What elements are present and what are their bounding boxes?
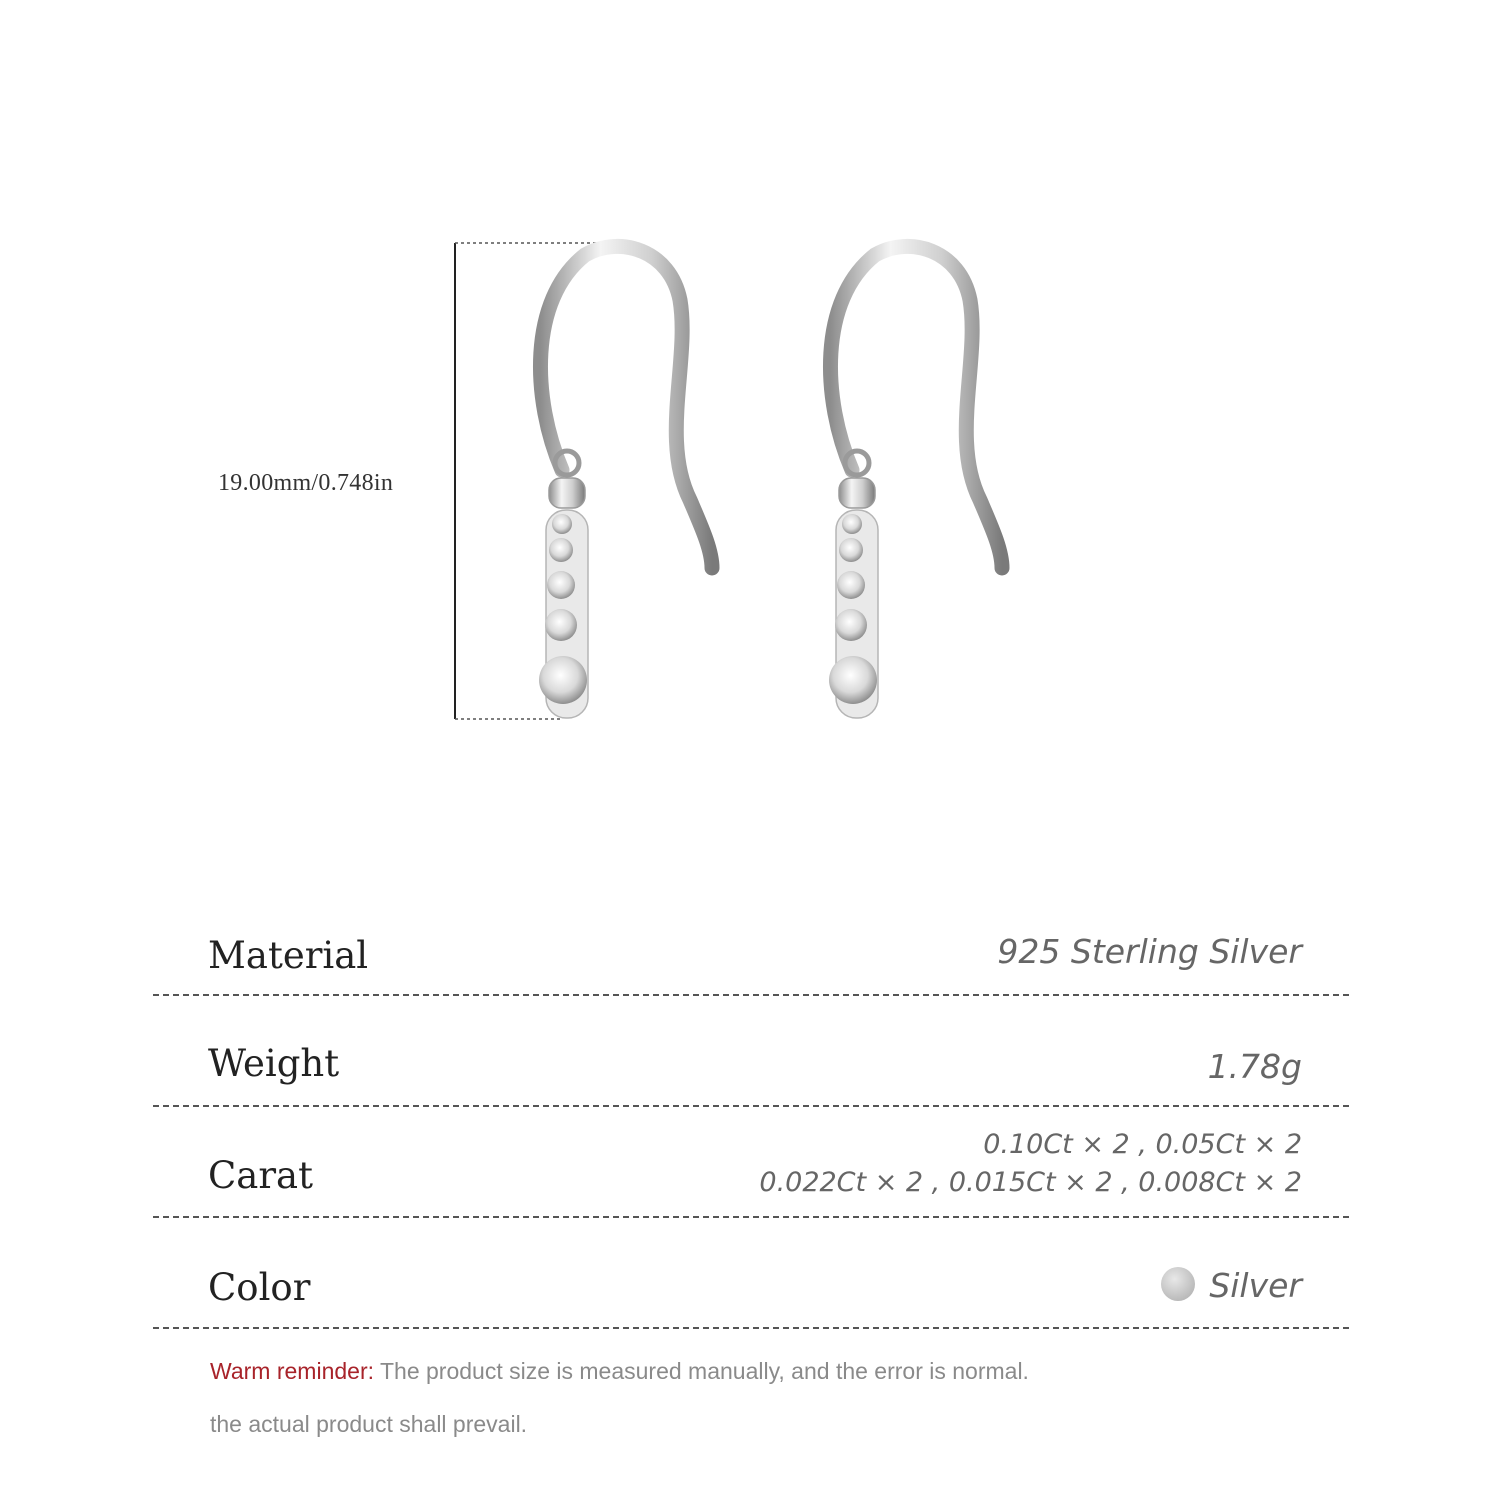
spec-label-carat: Carat bbox=[208, 1154, 313, 1197]
spec-label-color: Color bbox=[208, 1266, 311, 1309]
spec-label-material: Material bbox=[208, 934, 369, 977]
reminder-prefix: Warm reminder: bbox=[210, 1358, 374, 1384]
color-value: Silver bbox=[1209, 1266, 1302, 1305]
spec-row-weight bbox=[153, 995, 1349, 1107]
reminder-text-1: The product size is measured manually, and the error is normal. bbox=[374, 1358, 1029, 1384]
color-swatch bbox=[1161, 1267, 1195, 1301]
spec-value-carat bbox=[759, 1126, 1302, 1202]
left-earring bbox=[539, 246, 712, 718]
dimension-label: 19.00mm/0.748in bbox=[218, 470, 394, 496]
spec-row-color bbox=[153, 1217, 1349, 1329]
spec-label-weight: Weight bbox=[208, 1042, 340, 1085]
right-earring bbox=[829, 246, 1002, 718]
spec-value-color bbox=[1161, 1266, 1302, 1305]
carat-line-1: 0.10Ct × 2 , 0.05Ct × 2 bbox=[983, 1129, 1302, 1160]
spec-value-weight: 1.78g bbox=[1207, 1047, 1302, 1086]
reminder-line-2: the actual product shall prevail. bbox=[210, 1411, 528, 1437]
carat-line-2: 0.022Ct × 2 , 0.015Ct × 2 , 0.008Ct × 2 bbox=[759, 1167, 1302, 1198]
spec-row-material bbox=[153, 884, 1349, 996]
reminder-line-1 bbox=[210, 1358, 1029, 1385]
spec-row-carat bbox=[153, 1106, 1349, 1218]
spec-value-material: 925 Sterling Silver bbox=[997, 932, 1302, 971]
